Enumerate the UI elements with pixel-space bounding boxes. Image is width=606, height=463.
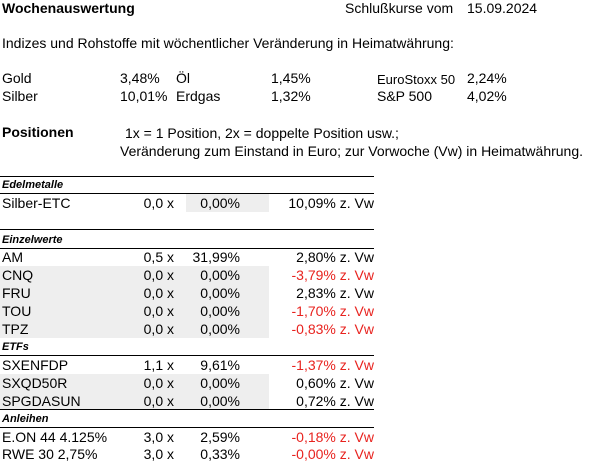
index-name-silber: Silber (2, 88, 38, 104)
table-row-qty: 3,0 x (143, 446, 174, 462)
table-row-name: RWE 30 2,75% (2, 446, 98, 462)
table-row-change: 0,00% (200, 303, 240, 319)
positions-title: Positionen (2, 124, 74, 140)
table-row-qty: 0,0 x (143, 267, 174, 283)
index-value-eurostoxx: 2,24% (467, 70, 507, 86)
index-value-sp500: 4,02% (467, 88, 507, 104)
index-value-silber: 10,01% (120, 88, 168, 104)
index-name-oel: Öl (176, 70, 190, 86)
index-value-erdgas: 1,32% (271, 88, 311, 104)
table-row-qty: 0,0 x (143, 321, 174, 337)
table-row-week: 10,09% z. Vw (288, 195, 374, 211)
section-header-anleihen: Anleihen (2, 413, 49, 425)
positions-note-1: 1x = 1 Position, 2x = doppelte Position usw.; (125, 125, 399, 141)
table-row-change: 9,61% (200, 357, 240, 373)
index-name-eurostoxx: EuroStoxx 50 (377, 72, 456, 87)
table-row-name: Silber-ETC (2, 195, 71, 211)
section-header-etfs: ETFs (2, 341, 29, 353)
table-row-change: 0,33% (200, 446, 240, 462)
positions-note-2: Veränderung zum Einstand in Euro; zur Vorwoche (Vw) in Heimatwährung. (120, 143, 584, 159)
table-row-week: -1,37% z. Vw (291, 357, 374, 373)
index-value-oel: 1,45% (271, 70, 311, 86)
table-row-name: SPGDASUN (2, 393, 81, 409)
rule-top (0, 176, 374, 177)
table-row-week: -0,00% z. Vw (291, 446, 374, 462)
table-row-change: 0,00% (200, 393, 240, 409)
table-row-qty: 0,0 x (143, 375, 174, 391)
table-row-name: TPZ (2, 321, 29, 337)
table-row-change: 0,00% (200, 375, 240, 391)
table-row-name: CNQ (2, 267, 34, 283)
table-row-week: -1,70% z. Vw (291, 303, 374, 319)
table-row-week: -0,18% z. Vw (291, 429, 374, 445)
table-row-week: 0,60% z. Vw (296, 375, 374, 391)
index-name-erdgas: Erdgas (176, 88, 221, 104)
table-row-week: 2,83% z. Vw (296, 285, 374, 301)
table-row-week: 2,80% z. Vw (296, 249, 374, 265)
rule-etfs (0, 355, 374, 356)
table-row-qty: 0,5 x (143, 249, 174, 265)
table-row-week: -0,83% z. Vw (291, 321, 374, 337)
index-name-sp500: S&P 500 (377, 88, 433, 104)
closing-label: Schlußkurse vom (345, 0, 454, 16)
table-row-qty: 1,1 x (143, 357, 174, 373)
index-value-gold: 3,48% (120, 70, 160, 86)
table-row-name: SXENFDP (2, 357, 69, 373)
table-row-change: 31,99% (192, 249, 240, 265)
table-row-week: -3,79% z. Vw (291, 267, 374, 283)
index-name-gold: Gold (2, 70, 32, 86)
table-row-qty: 3,0 x (143, 429, 174, 445)
rule-anleihen (0, 427, 374, 428)
indices-intro: Indizes und Rohstoffe mit wöchentlicher Veränderung in Heimatwährung: (2, 35, 454, 51)
table-row-name: FRU (2, 285, 31, 301)
page-title: Wochenauswertung (2, 0, 135, 16)
rule-edelmetalle (0, 193, 374, 194)
rule-einzelwerte-top (0, 229, 374, 230)
table-row-name: AM (2, 249, 23, 265)
table-row-week: 0,72% z. Vw (296, 393, 374, 409)
table-row-name: SXQD50R (2, 375, 68, 391)
table-row-change: 0,00% (200, 321, 240, 337)
table-row-change: 0,00% (200, 267, 240, 283)
section-header-edelmetalle: Edelmetalle (2, 179, 64, 191)
table-row-name: TOU (2, 303, 32, 319)
table-row-name: E.ON 44 4.125% (2, 429, 108, 445)
table-row-qty: 0,0 x (143, 393, 174, 409)
closing-date: 15.09.2024 (467, 0, 538, 16)
table-row-change: 0,00% (200, 285, 240, 301)
table-row-qty: 0,0 x (143, 195, 174, 211)
table-row-change: 2,59% (200, 429, 240, 445)
table-row-change: 0,00% (200, 195, 240, 211)
section-header-einzelwerte: Einzelwerte (2, 234, 63, 246)
table-row-qty: 0,0 x (143, 285, 174, 301)
table-row-qty: 0,0 x (143, 303, 174, 319)
